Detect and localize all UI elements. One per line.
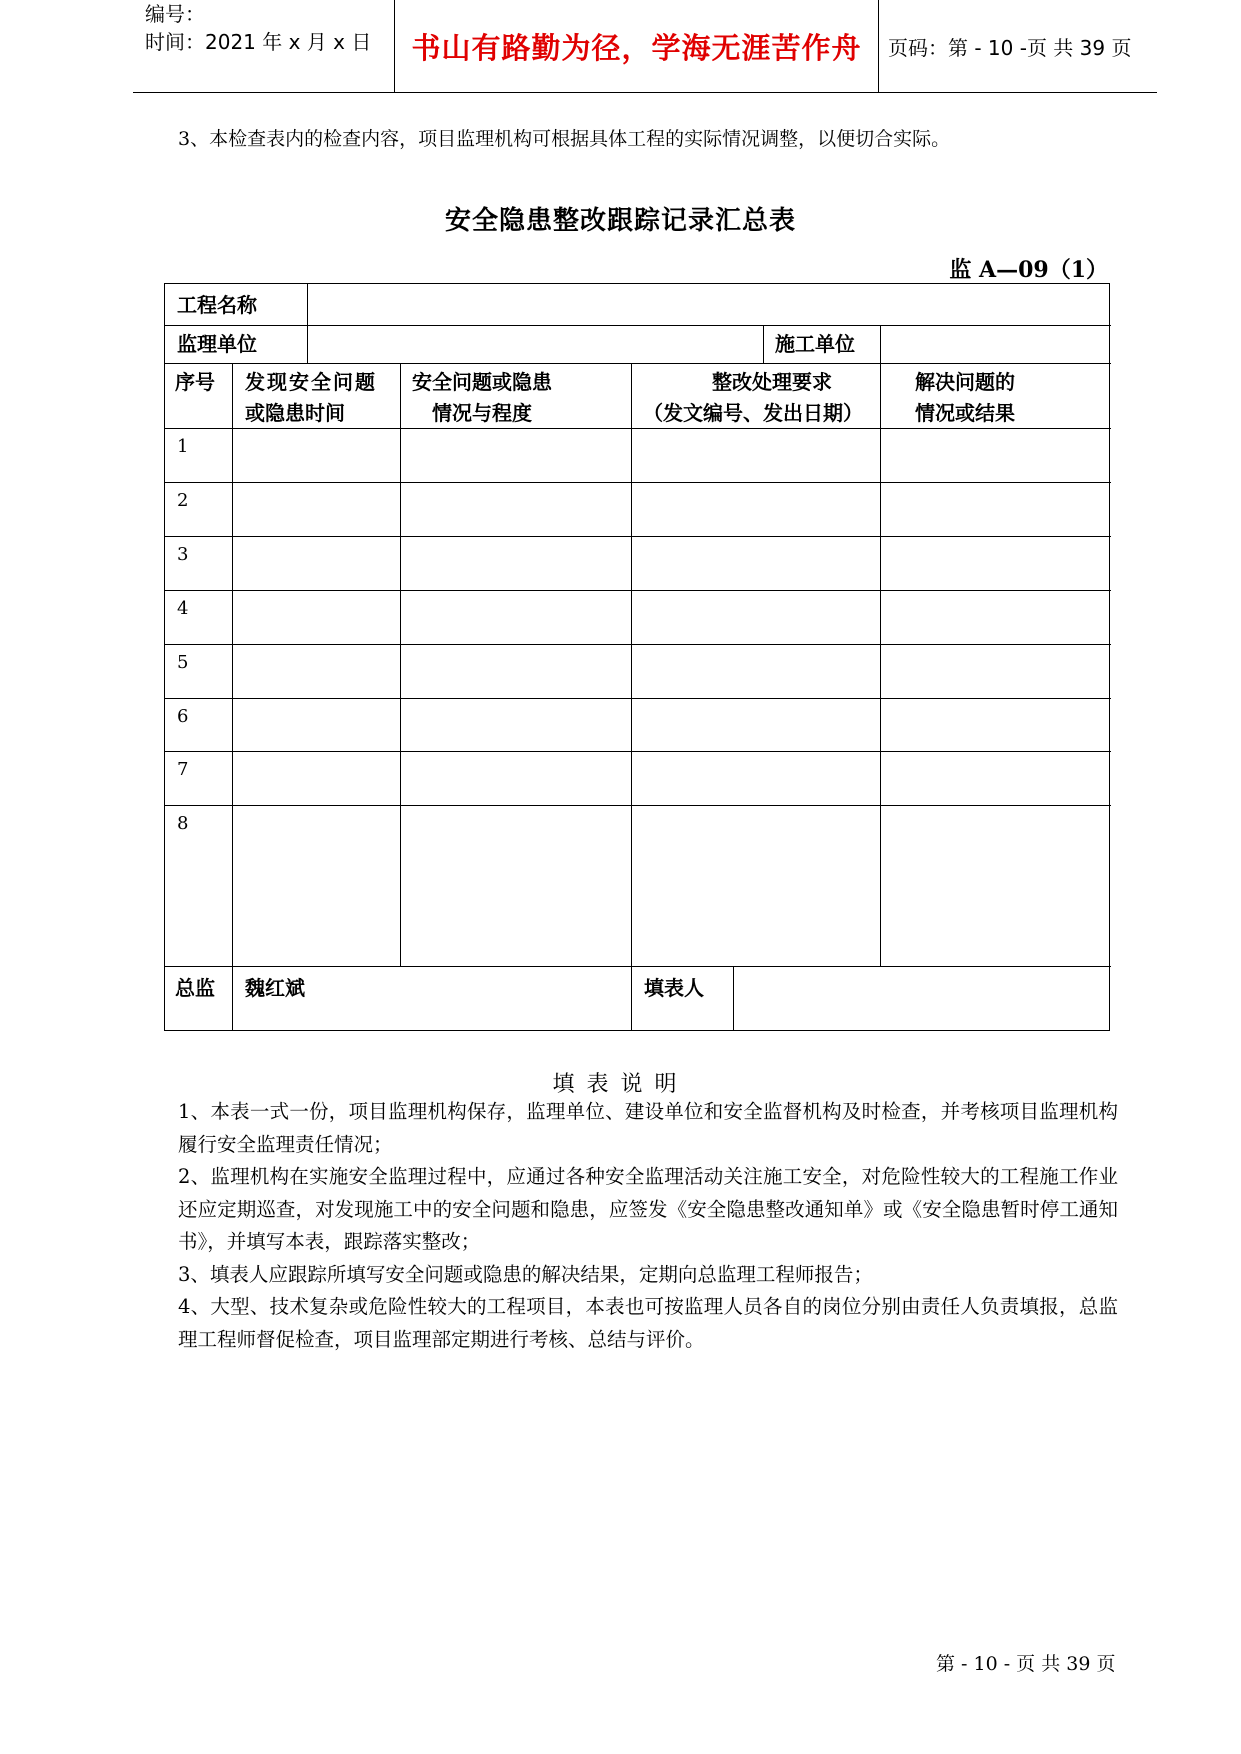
table-rule (165, 363, 1111, 364)
table-rule (165, 536, 1111, 537)
filler-label: 填表人 (644, 976, 704, 1000)
document-number-label: 编号： (145, 2, 205, 26)
table-rule (631, 363, 632, 1030)
construction-unit-label: 施工单位 (775, 332, 855, 356)
column-header-index: 序号 (175, 370, 215, 394)
table-rule (165, 428, 1111, 429)
table-rule (232, 363, 233, 1030)
chief-supervisor-name: 魏红斌 (245, 976, 305, 1000)
instruction-item: 4、大型、技术复杂或危险性较大的工程项目，本表也可按监理人员各自的岗位分别由责任人负责填报，总监理工程师督促检查，项目监理部定期进行考核、总结与评价。 (178, 1295, 1118, 1351)
column-header-found-time: 发现安全问题 (245, 370, 377, 394)
table-rule (165, 966, 1111, 967)
row-number: 8 (177, 813, 189, 834)
intro-note: 3、本检查表内的检查内容，项目监理机构可根据具体工程的实际情况调整，以便切合实际。 (178, 128, 951, 150)
row-number: 5 (177, 652, 189, 673)
table-rule (165, 751, 1111, 752)
form-title: 安全隐患整改跟踪记录汇总表 (444, 206, 796, 236)
project-name-field[interactable] (319, 289, 1099, 319)
form-code: 监 A—09（1） (949, 257, 1108, 283)
row-number: 3 (177, 544, 189, 565)
header-meta (145, 0, 397, 92)
column-header-found-time: 或隐患时间 (245, 401, 345, 425)
column-header-resolution: 情况或结果 (915, 401, 1015, 425)
table-rule (165, 698, 1111, 699)
row-number: 4 (177, 598, 189, 619)
instruction-item: 1、本表一式一份，项目监理机构保存，监理单位、建设单位和安全监督机构及时检查，并考核项目监理机构履行安全监理责任情况； (178, 1100, 1118, 1156)
column-header-rectification-requirement: 整改处理要求 (712, 370, 832, 394)
column-header-issue-description: 安全问题或隐患 (412, 370, 552, 394)
row-number: 6 (177, 706, 189, 727)
table-rule (733, 966, 734, 1030)
table-rule (763, 325, 764, 363)
table-rule (165, 590, 1111, 591)
document-time-label: 时间：2021 年 x 月 x 日 (145, 30, 372, 54)
page-footer: 第 - 10 - 页 共 39 页 (936, 1653, 1116, 1675)
table-rule (880, 325, 881, 363)
row-number: 2 (177, 490, 189, 511)
construction-unit-field[interactable] (892, 328, 1097, 358)
supervision-unit-label: 监理单位 (177, 332, 257, 356)
header-page-info: 页码：第 - 10 -页 共 39 页 (888, 35, 1132, 60)
table-rule (165, 482, 1111, 483)
project-name-label: 工程名称 (177, 293, 257, 317)
row-number: 1 (177, 436, 189, 457)
column-header-issue-description: 情况与程度 (432, 401, 532, 425)
header-divider (878, 0, 879, 92)
table-rule (165, 644, 1111, 645)
chief-supervisor-label: 总监 (175, 976, 215, 1000)
table-rule (307, 284, 308, 363)
column-header-resolution: 解决问题的 (915, 370, 1015, 394)
page-header (133, 0, 1157, 93)
row-number: 7 (177, 759, 189, 780)
supervision-unit-field[interactable] (319, 328, 749, 358)
table-rule (400, 363, 401, 966)
instructions-title: 填表说明 (552, 1072, 689, 1097)
instruction-item: 3、填表人应跟踪所填写安全问题或隐患的解决结果，定期向总监理工程师报告； (178, 1262, 873, 1286)
column-header-rectification-requirement: （发文编号、发出日期） (643, 401, 863, 425)
filler-field[interactable] (745, 972, 1105, 1022)
tracking-table (164, 283, 1110, 1031)
header-motto: 书山有路勤为径，学海无涯苦作舟 (411, 30, 862, 65)
instructions (178, 1096, 1118, 1356)
instruction-item: 2、监理机构在实施安全监理过程中，应通过各种安全监理活动关注施工安全，对危险性较大的工程施工作业还应定期巡查，对发现施工中的安全问题和隐患，应签发《安全隐患整改通知单》或《安全隐患暂时停工通知书》，并填写本表，跟踪落实整改； (178, 1165, 1118, 1253)
table-rule (880, 363, 881, 966)
table-rule (165, 805, 1111, 806)
